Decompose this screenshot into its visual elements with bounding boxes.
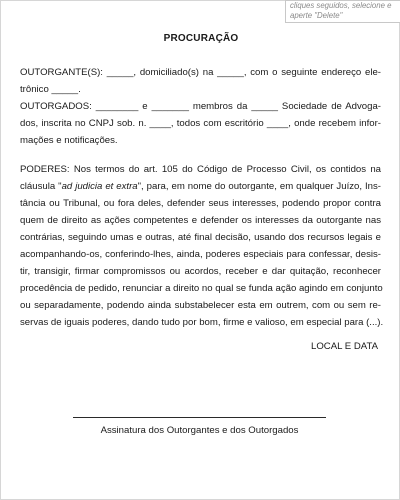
paragraph-line: trônico _____. <box>20 84 81 95</box>
paragraph-line: mações e notificações. <box>20 135 118 146</box>
delete-hint-tooltip <box>285 0 400 23</box>
tooltip-line: aperte "Delete" <box>290 11 343 20</box>
paragraph-line: tir, transigir, firmar compromissos ou acordos, receber e dar quitação, reconhecer <box>20 266 381 277</box>
latin-phrase: ad judicia et extra <box>61 181 138 192</box>
local-e-data: LOCAL E DATA <box>311 341 378 352</box>
outorgados-paragraph[interactable] <box>20 98 381 149</box>
paragraph-line: ou separadamente, podendo ainda substabelecer esta em outrem, com ou sem re- <box>20 300 381 311</box>
paragraph-line: quem de direito as ações competentes e defender os interesses da outorgante nas <box>20 215 381 226</box>
paragraph-line: cláusula "ad judicia et extra", para, em nome do outorgante, em qualquer Juízo, Ins- <box>20 181 381 192</box>
paragraph-line: dos, inscrita no CNPJ sob. n. ____, todos com escritório ____, onde recebem infor- <box>20 118 381 129</box>
paragraph-line: servas de iguais poderes, dando tudo por bom, firme e valioso, em especial para (...). <box>20 317 384 328</box>
paragraph-line: tância ou Tribunal, ou fora deles, defender seus interesses, podendo propor contra <box>20 198 381 209</box>
paragraph-line: OUTORGANTE(S): _____, domiciliado(s) na _____, com o seguinte endereço ele- <box>20 67 381 78</box>
outorgante-paragraph[interactable] <box>20 64 381 98</box>
paragraph-line: OUTORGADOS: ________ e _______ membros da _____ Sociedade de Advoga- <box>20 101 381 112</box>
paragraph-line: procedência de pedido, renunciar a direito no qual se funda ação agindo em conjunto <box>20 283 383 294</box>
paragraph-line: PODERES: Nos termos do art. 105 do Código de Processo Civil, os contidos na <box>20 164 381 175</box>
document-title: PROCURAÇÃO <box>163 33 239 44</box>
signature-line <box>73 417 326 418</box>
poderes-paragraph[interactable] <box>20 161 384 331</box>
paragraph-line: acompanhando-os, conferindo-lhes, ainda, poderes especiais para confessar, desis- <box>20 249 381 260</box>
paragraph-line: contrárias, seguindo umas e outras, até final decisão, usando dos recursos legais e <box>20 232 381 243</box>
signature-label: Assinatura dos Outorgantes e dos Outorgados <box>100 425 299 436</box>
tooltip-line: cliques seguidos, selecione e <box>290 1 392 10</box>
